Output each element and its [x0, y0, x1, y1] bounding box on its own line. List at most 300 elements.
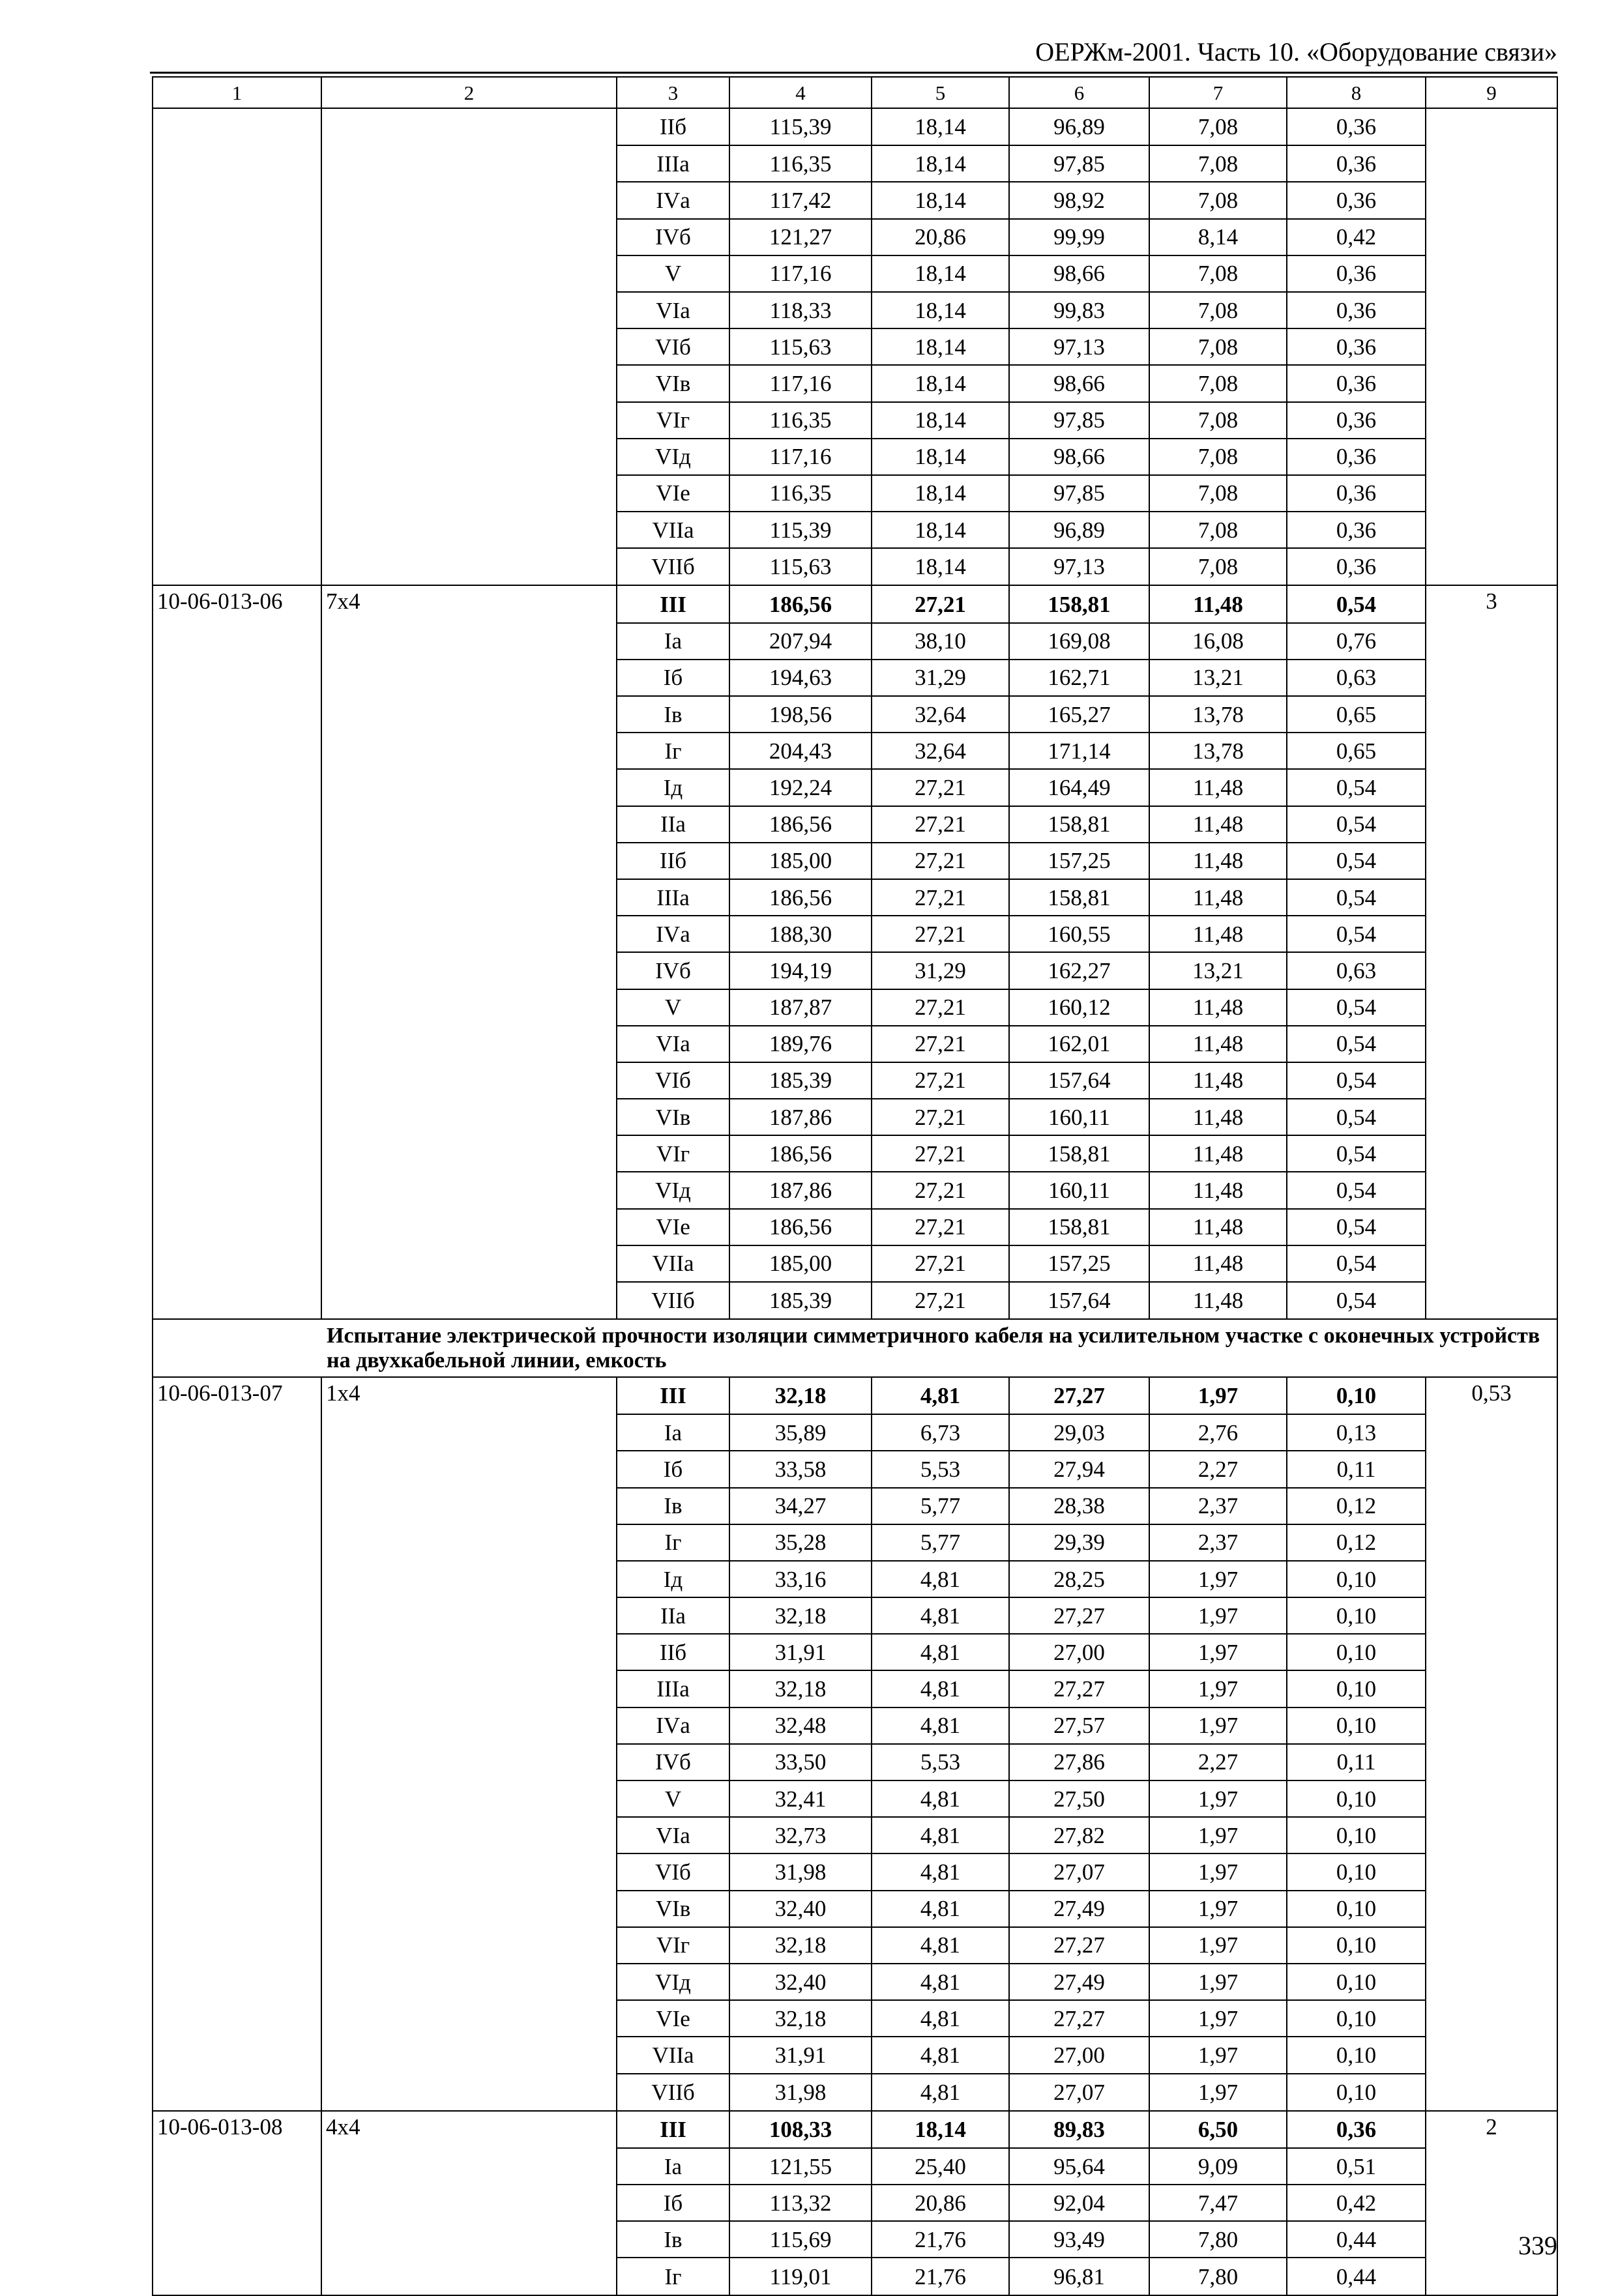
machine-cost-cell: 99,83 — [1009, 292, 1149, 328]
wage-cell: 4,81 — [872, 1561, 1009, 1597]
column-number: 2 — [321, 77, 617, 108]
wage-cell: 18,14 — [872, 548, 1009, 585]
zone-cell: VIе — [617, 2000, 729, 2037]
wage-cell: 27,21 — [872, 1282, 1009, 1319]
labor-cell — [1426, 623, 1557, 660]
materials-cell: 0,10 — [1287, 1964, 1426, 2000]
code-cell — [153, 952, 321, 989]
materials-cell: 0,54 — [1287, 1245, 1426, 1282]
wage-cell: 18,14 — [872, 182, 1009, 218]
page-header-title: ОЕРЖм-2001. Часть 10. «Оборудование связи» — [1035, 37, 1557, 66]
table-row — [153, 1561, 1557, 1597]
total-cost-cell: 34,27 — [729, 1488, 872, 1524]
total-cost-cell: 115,63 — [729, 548, 872, 585]
labor-cell — [1426, 2185, 1557, 2221]
zone-cell: V — [617, 1780, 729, 1817]
zone-cell: IIIа — [617, 1670, 729, 1707]
machine-cost-cell: 27,50 — [1009, 1780, 1149, 1817]
parameter-cell — [321, 843, 617, 879]
section-empty-cell — [153, 1319, 321, 1377]
labor-cell — [1426, 1135, 1557, 1172]
machine-cost-cell: 27,27 — [1009, 1670, 1149, 1707]
total-cost-cell: 192,24 — [729, 769, 872, 806]
table-row — [153, 2185, 1557, 2221]
total-cost-cell: 116,35 — [729, 402, 872, 439]
zone-cell: VIIа — [617, 2037, 729, 2073]
machine-cost-cell: 165,27 — [1009, 696, 1149, 733]
wage-cell: 27,21 — [872, 879, 1009, 916]
labor-cell — [1426, 182, 1557, 218]
total-cost-cell: 186,56 — [729, 585, 872, 622]
total-cost-cell: 116,35 — [729, 145, 872, 182]
machinist-wage-cell: 13,78 — [1149, 733, 1287, 769]
parameter-cell — [321, 2037, 617, 2073]
table-row — [153, 1451, 1557, 1487]
parameter-cell — [321, 2221, 617, 2258]
wage-cell: 4,81 — [872, 1817, 1009, 1853]
table-row — [153, 512, 1557, 548]
total-cost-cell: 194,63 — [729, 660, 872, 696]
code-cell — [153, 328, 321, 365]
machinist-wage-cell: 11,48 — [1149, 1026, 1287, 1062]
parameter-cell: 7x4 — [321, 585, 617, 622]
code-cell — [153, 1488, 321, 1524]
zone-cell: VIIа — [617, 1245, 729, 1282]
table-row — [153, 952, 1557, 989]
materials-cell: 0,54 — [1287, 1099, 1426, 1135]
labor-cell — [1426, 1172, 1557, 1208]
machine-cost-cell: 158,81 — [1009, 1209, 1149, 1245]
machinist-wage-cell: 1,97 — [1149, 1561, 1287, 1597]
total-cost-cell: 117,42 — [729, 182, 872, 218]
machine-cost-cell: 97,13 — [1009, 328, 1149, 365]
code-cell — [153, 548, 321, 585]
wage-cell: 18,14 — [872, 2111, 1009, 2148]
total-cost-cell: 194,19 — [729, 952, 872, 989]
parameter-cell — [321, 696, 617, 733]
zone-cell: IVб — [617, 952, 729, 989]
table-row — [153, 2037, 1557, 2073]
zone-cell: VIб — [617, 1853, 729, 1890]
wage-cell: 21,76 — [872, 2221, 1009, 2258]
wage-cell: 4,81 — [872, 1891, 1009, 1927]
parameter-cell — [321, 1524, 617, 1561]
labor-cell — [1426, 1817, 1557, 1853]
code-cell — [153, 512, 321, 548]
machinist-wage-cell: 1,97 — [1149, 1780, 1287, 1817]
zone-cell: VIа — [617, 1026, 729, 1062]
zone-cell: IIб — [617, 108, 729, 145]
table-row — [153, 1135, 1557, 1172]
machine-cost-cell: 98,66 — [1009, 365, 1149, 401]
parameter-cell — [321, 292, 617, 328]
section-heading-row — [153, 1319, 1557, 1377]
total-cost-cell: 185,00 — [729, 1245, 872, 1282]
materials-cell: 0,10 — [1287, 1927, 1426, 1964]
wage-cell: 4,81 — [872, 1780, 1009, 1817]
wage-cell: 32,64 — [872, 696, 1009, 733]
zone-cell: IVа — [617, 916, 729, 952]
machine-cost-cell: 157,64 — [1009, 1062, 1149, 1099]
labor-cell — [1426, 696, 1557, 733]
wage-cell: 4,81 — [872, 1853, 1009, 1890]
total-cost-cell: 116,35 — [729, 475, 872, 512]
code-cell — [153, 1853, 321, 1890]
parameter-cell — [321, 1026, 617, 1062]
parameter-cell — [321, 1853, 617, 1890]
materials-cell: 0,11 — [1287, 1744, 1426, 1780]
total-cost-cell: 32,40 — [729, 1964, 872, 2000]
total-cost-cell: 31,98 — [729, 2074, 872, 2111]
code-cell — [153, 1597, 321, 1634]
section-heading: Испытание электрической прочности изоляции симметричного кабеля на усилительном участке с оконечных устройств на двухкабельной линии, емкость — [321, 1319, 1557, 1377]
table-row — [153, 1488, 1557, 1524]
machine-cost-cell: 160,11 — [1009, 1172, 1149, 1208]
machine-cost-cell: 97,85 — [1009, 145, 1149, 182]
materials-cell: 0,54 — [1287, 1172, 1426, 1208]
wage-cell: 18,14 — [872, 439, 1009, 475]
parameter-cell — [321, 1597, 617, 1634]
labor-cell — [1426, 1245, 1557, 1282]
zone-cell: VIIб — [617, 1282, 729, 1319]
labor-cell — [1426, 1744, 1557, 1780]
machinist-wage-cell: 11,48 — [1149, 1245, 1287, 1282]
machinist-wage-cell: 2,27 — [1149, 1744, 1287, 1780]
code-cell — [153, 2074, 321, 2111]
materials-cell: 0,51 — [1287, 2148, 1426, 2185]
machine-cost-cell: 160,12 — [1009, 989, 1149, 1026]
total-cost-cell: 32,41 — [729, 1780, 872, 1817]
machinist-wage-cell: 1,97 — [1149, 1853, 1287, 1890]
labor-cell — [1426, 219, 1557, 255]
table-row — [153, 219, 1557, 255]
materials-cell: 0,36 — [1287, 108, 1426, 145]
table-row — [153, 1597, 1557, 1634]
code-cell — [153, 1062, 321, 1099]
labor-cell — [1426, 879, 1557, 916]
machine-cost-cell: 28,25 — [1009, 1561, 1149, 1597]
code-cell — [153, 1135, 321, 1172]
total-cost-cell: 198,56 — [729, 696, 872, 733]
table-row — [153, 660, 1557, 696]
table-row — [153, 182, 1557, 218]
machine-cost-cell: 162,27 — [1009, 952, 1149, 989]
machine-cost-cell: 27,86 — [1009, 1744, 1149, 1780]
wage-cell: 27,21 — [872, 585, 1009, 622]
machine-cost-cell: 27,27 — [1009, 1597, 1149, 1634]
wage-cell: 4,81 — [872, 1670, 1009, 1707]
code-cell — [153, 806, 321, 843]
materials-cell: 0,54 — [1287, 806, 1426, 843]
machinist-wage-cell: 13,21 — [1149, 660, 1287, 696]
wage-cell: 18,14 — [872, 402, 1009, 439]
wage-cell: 18,14 — [872, 292, 1009, 328]
labor-cell — [1426, 548, 1557, 585]
code-cell — [153, 108, 321, 145]
machine-cost-cell: 96,89 — [1009, 108, 1149, 145]
table-row — [153, 365, 1557, 401]
table-row — [153, 475, 1557, 512]
wage-cell: 21,76 — [872, 2258, 1009, 2295]
labor-cell — [1426, 1780, 1557, 1817]
labor-cell — [1426, 1451, 1557, 1487]
machinist-wage-cell: 1,97 — [1149, 1377, 1287, 1414]
code-cell — [153, 1524, 321, 1561]
parameter-cell — [321, 1670, 617, 1707]
materials-cell: 0,10 — [1287, 2037, 1426, 2073]
machinist-wage-cell: 11,48 — [1149, 879, 1287, 916]
table-row — [153, 145, 1557, 182]
machinist-wage-cell: 11,48 — [1149, 916, 1287, 952]
wage-cell: 4,81 — [872, 1377, 1009, 1414]
machine-cost-cell: 99,99 — [1009, 219, 1149, 255]
labor-cell — [1426, 2258, 1557, 2295]
table-body — [153, 77, 1557, 2295]
zone-cell: III — [617, 1377, 729, 1414]
labor-cell — [1426, 2148, 1557, 2185]
materials-cell: 0,76 — [1287, 623, 1426, 660]
wage-cell: 27,21 — [872, 1209, 1009, 1245]
materials-cell: 0,54 — [1287, 916, 1426, 952]
machine-cost-cell: 160,55 — [1009, 916, 1149, 952]
labor-cell — [1426, 1524, 1557, 1561]
page-number: 339 — [1518, 2231, 1557, 2260]
total-cost-cell: 186,56 — [729, 1135, 872, 1172]
table-row — [153, 2221, 1557, 2258]
materials-cell: 0,36 — [1287, 182, 1426, 218]
parameter-cell — [321, 1135, 617, 1172]
code-cell — [153, 1927, 321, 1964]
total-cost-cell: 35,28 — [729, 1524, 872, 1561]
machine-cost-cell: 98,92 — [1009, 182, 1149, 218]
zone-cell: IIб — [617, 1634, 729, 1670]
materials-cell: 0,44 — [1287, 2258, 1426, 2295]
machinist-wage-cell: 7,08 — [1149, 292, 1287, 328]
labor-cell: 3 — [1426, 585, 1557, 622]
code-cell — [153, 769, 321, 806]
machinist-wage-cell: 2,37 — [1149, 1524, 1287, 1561]
machinist-wage-cell: 1,97 — [1149, 1964, 1287, 2000]
zone-cell: VIе — [617, 475, 729, 512]
parameter-cell — [321, 916, 617, 952]
table-row — [153, 806, 1557, 843]
code-cell — [153, 1780, 321, 1817]
labor-cell — [1426, 2037, 1557, 2073]
materials-cell: 0,36 — [1287, 328, 1426, 365]
labor-cell — [1426, 1282, 1557, 1319]
materials-cell: 0,10 — [1287, 1780, 1426, 1817]
wage-cell: 27,21 — [872, 1026, 1009, 1062]
labor-cell — [1426, 1488, 1557, 1524]
labor-cell — [1426, 1964, 1557, 2000]
total-cost-cell: 31,91 — [729, 2037, 872, 2073]
code-cell — [153, 1707, 321, 1744]
code-cell: 10-06-013-07 — [153, 1377, 321, 1414]
labor-cell — [1426, 989, 1557, 1026]
total-cost-cell: 207,94 — [729, 623, 872, 660]
machinist-wage-cell: 2,27 — [1149, 1451, 1287, 1487]
total-cost-cell: 185,39 — [729, 1282, 872, 1319]
parameter-cell — [321, 1744, 617, 1780]
zone-cell: VIд — [617, 439, 729, 475]
zone-cell: Iв — [617, 1488, 729, 1524]
machinist-wage-cell: 2,76 — [1149, 1414, 1287, 1451]
parameter-cell — [321, 2185, 617, 2221]
machine-cost-cell: 162,01 — [1009, 1026, 1149, 1062]
code-cell — [153, 1964, 321, 2000]
wage-cell: 32,64 — [872, 733, 1009, 769]
table-row — [153, 1099, 1557, 1135]
machine-cost-cell: 27,27 — [1009, 1377, 1149, 1414]
materials-cell: 0,54 — [1287, 1026, 1426, 1062]
parameter-cell — [321, 255, 617, 292]
parameter-cell — [321, 1099, 617, 1135]
table-row — [153, 1172, 1557, 1208]
zone-cell: Iб — [617, 1451, 729, 1487]
wage-cell: 5,77 — [872, 1488, 1009, 1524]
machinist-wage-cell: 11,48 — [1149, 1282, 1287, 1319]
wage-cell: 4,81 — [872, 2000, 1009, 2037]
materials-cell: 0,44 — [1287, 2221, 1426, 2258]
zone-cell: VIг — [617, 1135, 729, 1172]
table-row — [153, 2148, 1557, 2185]
wage-cell: 27,21 — [872, 916, 1009, 952]
materials-cell: 0,54 — [1287, 989, 1426, 1026]
code-cell — [153, 475, 321, 512]
table-row — [153, 1964, 1557, 2000]
column-number: 6 — [1009, 77, 1149, 108]
parameter-cell — [321, 219, 617, 255]
table-row — [153, 2258, 1557, 2295]
table-row — [153, 255, 1557, 292]
labor-cell — [1426, 1853, 1557, 1890]
labor-cell — [1426, 2074, 1557, 2111]
table-row — [153, 439, 1557, 475]
table-row — [153, 1062, 1557, 1099]
machine-cost-cell: 29,39 — [1009, 1524, 1149, 1561]
total-cost-cell: 35,89 — [729, 1414, 872, 1451]
total-cost-cell: 33,58 — [729, 1451, 872, 1487]
materials-cell: 0,10 — [1287, 1853, 1426, 1890]
machinist-wage-cell: 1,97 — [1149, 2037, 1287, 2073]
machinist-wage-cell: 1,97 — [1149, 1670, 1287, 1707]
wage-cell: 20,86 — [872, 2185, 1009, 2221]
total-cost-cell: 121,27 — [729, 219, 872, 255]
zone-cell: IIа — [617, 806, 729, 843]
column-number: 4 — [729, 77, 872, 108]
materials-cell: 0,12 — [1287, 1488, 1426, 1524]
total-cost-cell: 32,18 — [729, 1670, 872, 1707]
zone-cell: Iд — [617, 769, 729, 806]
machinist-wage-cell: 1,97 — [1149, 2074, 1287, 2111]
table-row — [153, 989, 1557, 1026]
zone-cell: IVб — [617, 1744, 729, 1780]
zone-cell: VIд — [617, 1172, 729, 1208]
materials-cell: 0,36 — [1287, 292, 1426, 328]
materials-cell: 0,36 — [1287, 255, 1426, 292]
materials-cell: 0,54 — [1287, 1209, 1426, 1245]
table-row — [153, 916, 1557, 952]
code-cell — [153, 2037, 321, 2073]
machine-cost-cell: 97,13 — [1009, 548, 1149, 585]
parameter-cell — [321, 1891, 617, 1927]
code-cell — [153, 1891, 321, 1927]
table-row — [153, 696, 1557, 733]
machinist-wage-cell: 7,08 — [1149, 402, 1287, 439]
machine-cost-cell: 27,49 — [1009, 1891, 1149, 1927]
zone-cell: VIв — [617, 365, 729, 401]
total-cost-cell: 32,18 — [729, 1377, 872, 1414]
parameter-cell — [321, 879, 617, 916]
machine-cost-cell: 27,27 — [1009, 1927, 1149, 1964]
zone-cell: VIв — [617, 1891, 729, 1927]
machinist-wage-cell: 8,14 — [1149, 219, 1287, 255]
zone-cell: Iа — [617, 1414, 729, 1451]
table-row — [153, 2111, 1557, 2148]
total-cost-cell: 189,76 — [729, 1026, 872, 1062]
total-cost-cell: 115,39 — [729, 108, 872, 145]
zone-cell: IIб — [617, 843, 729, 879]
total-cost-cell: 187,87 — [729, 989, 872, 1026]
table-row — [153, 328, 1557, 365]
column-number: 5 — [872, 77, 1009, 108]
materials-cell: 0,54 — [1287, 1062, 1426, 1099]
parameter-cell — [321, 806, 617, 843]
materials-cell: 0,36 — [1287, 402, 1426, 439]
materials-cell: 0,63 — [1287, 660, 1426, 696]
machine-cost-cell: 29,03 — [1009, 1414, 1149, 1451]
parameter-cell — [321, 145, 617, 182]
parameter-cell — [321, 1634, 617, 1670]
materials-cell: 0,10 — [1287, 1670, 1426, 1707]
code-cell — [153, 2148, 321, 2185]
zone-cell: Iг — [617, 733, 729, 769]
wage-cell: 25,40 — [872, 2148, 1009, 2185]
machinist-wage-cell: 1,97 — [1149, 2000, 1287, 2037]
code-cell — [153, 1099, 321, 1135]
total-cost-cell: 117,16 — [729, 365, 872, 401]
materials-cell: 0,36 — [1287, 548, 1426, 585]
machinist-wage-cell: 13,21 — [1149, 952, 1287, 989]
code-cell — [153, 255, 321, 292]
parameter-cell — [321, 1414, 617, 1451]
table-row — [153, 1634, 1557, 1670]
code-cell — [153, 989, 321, 1026]
wage-cell: 27,21 — [872, 1135, 1009, 1172]
total-cost-cell: 188,30 — [729, 916, 872, 952]
total-cost-cell: 117,16 — [729, 439, 872, 475]
machinist-wage-cell: 7,47 — [1149, 2185, 1287, 2221]
total-cost-cell: 32,18 — [729, 2000, 872, 2037]
table-row — [153, 1744, 1557, 1780]
table-row — [153, 1780, 1557, 1817]
labor-cell — [1426, 439, 1557, 475]
parameter-cell — [321, 1927, 617, 1964]
labor-cell: 0,53 — [1426, 1377, 1557, 1414]
materials-cell: 0,54 — [1287, 769, 1426, 806]
materials-cell: 0,10 — [1287, 1817, 1426, 1853]
machine-cost-cell: 96,81 — [1009, 2258, 1149, 2295]
code-cell — [153, 660, 321, 696]
wage-cell: 18,14 — [872, 255, 1009, 292]
total-cost-cell: 204,43 — [729, 733, 872, 769]
total-cost-cell: 113,32 — [729, 2185, 872, 2221]
total-cost-cell: 117,16 — [729, 255, 872, 292]
labor-cell — [1426, 806, 1557, 843]
machinist-wage-cell: 7,80 — [1149, 2221, 1287, 2258]
parameter-cell — [321, 2148, 617, 2185]
total-cost-cell: 115,63 — [729, 328, 872, 365]
